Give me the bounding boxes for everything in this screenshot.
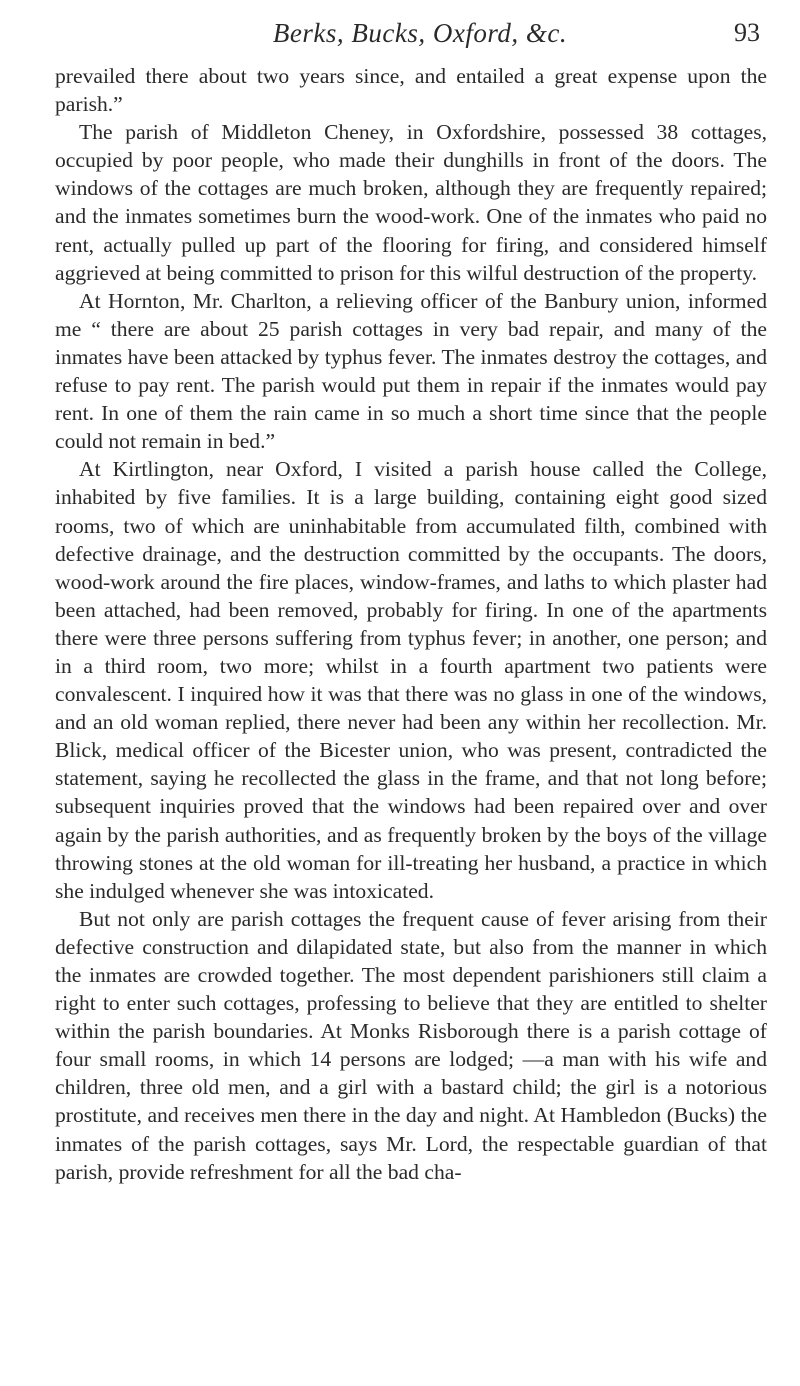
paragraph-3: At Hornton, Mr. Charlton, a relieving officer of the Banbury union, informed me “ there are about 25 parish cottages in very bad repair, and many of the inmates have been attacked by typhus fever. The inmates destroy the cottages, and refuse to pay rent. The parish would put them in repair if the inmates would pay rent. In one of them the rain came in so much a short time since that the people could not remain in bed.” [55,288,767,454]
running-header: Berks, Bucks, Oxford, &c. [272,18,568,48]
paragraph-5: But not only are parish cottages the frequent cause of fever arising from their defective construction and dilapidated state, but also from the manner in which the inmates are crowded together. The most dependent parishioners still claim a right to enter such cottages, professing to believe that they are entitled to shelter within the parish boundaries. At Monks Risborough there is a parish cottage of four small rooms, in which 14 persons are lodged; —a man with his wife and children, three old men, and a girl with a bastard child; the girl is a notorious prostitute, and receives men there in the day and night. At Hambledon (Bucks) the inmates of the parish cottages, says Mr. Lord, the respectable guardian of that parish, provide refreshment for all the bad cha- [55,906,767,1184]
page-number: 93 [734,18,760,47]
body-text [55,62,767,1186]
paragraph-1: prevailed there about two years since, and entailed a great expense upon the parish.” [55,64,767,117]
paragraph-4: At Kirtlington, near Oxford, I visited a parish house called the College, inhabited by five families. It is a large building, containing eight good sized rooms, two of which are uninhabitable from accumulated filth, combined with defective drainage, and the destruction committed by the occupants. The doors, wood-work around the fire places, window-frames, and laths to which plaster had been attached, had been removed, probably for firing. In one of the apartments there were three persons suffering from typhus fever; in another, one person; and in a third room, two more; whilst in a fourth apartment two patients were convalescent. I inquired how it was that there was no glass in one of the windows, and an old woman replied, there never had been any within her recollection. Mr. Blick, medical officer of the Bicester union, who was present, contradicted the statement, saying he recollected the glass in the frame, and that not long before; subsequent inquiries proved that the windows had been repaired over and over again by the parish authorities, and as frequently broken by the boys of the village throwing stones at the old woman for ill-treating her husband, a practice in which she indulged whenever she was intoxicated. [55,457,767,903]
paragraph-2: The parish of Middleton Cheney, in Oxfordshire, possessed 38 cottages, occupied by poor people, who made their dunghills in front of the doors. The windows of the cottages are much broken, although they are frequently repaired; and the inmates sometimes burn the wood-work. One of the inmates who paid no rent, actually pulled up part of the flooring for firing, and considered himself aggrieved at being committed to prison for this wilful destruction of the property. [55,120,767,285]
